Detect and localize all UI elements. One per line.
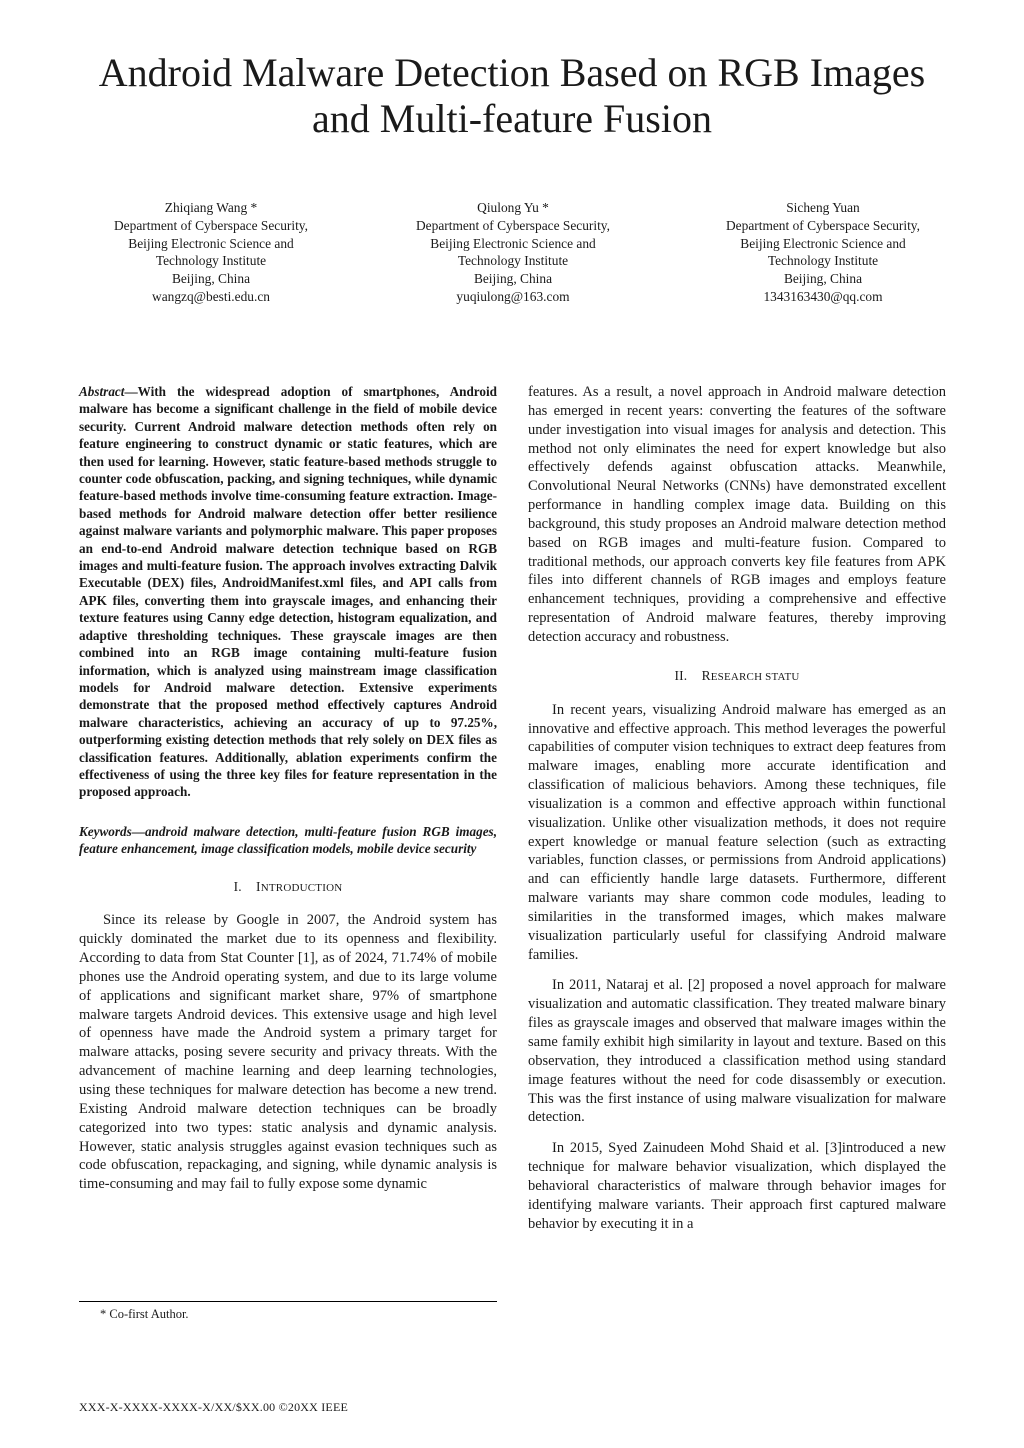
- author-institute-line-2: Technology Institute: [457, 253, 569, 269]
- section-heading-introduction: [79, 878, 497, 898]
- introduction-paragraph: Since its release by Google in 2007, the Android system has quickly dominated the market due to its openness and flexibility. According to data from Stat Counter [1], as of 2024, 71.74% of mobile phones use the Android operating system, and due to its large volume of applications and significant market share, 97% of smartphone malware targets Android devices. This extensive usage and high level of openness have made the Android system a primary target for malware attacks, posing severe security and privacy threats. With the advancement of machine learning and deep learning technologies, using these techniques for malware detection has become a new trend. Existing Android malware detection techniques can be broadly categorized into two types: static analysis and dynamic analysis. However, static analysis struggles against evasion techniques such as code obfuscation, repackaging, and signing, while dynamic analysis is time-consuming and may fail to fully expose some dynamic: [79, 912, 497, 1193]
- author-institute-line-2: Technology Institute: [155, 253, 267, 269]
- author-department: Department of Cyberspace Security,: [416, 217, 610, 233]
- right-column: [528, 383, 946, 1233]
- abstract: [79, 383, 497, 801]
- title-line-2: and Multi-feature Fusion: [312, 96, 712, 141]
- author-email: yuqiulong@163.com: [456, 288, 570, 304]
- author-institute-line-1: Beijing Electronic Science and: [128, 235, 294, 251]
- author-department: Department of Cyberspace Security,: [726, 217, 920, 233]
- author-city: Beijing, China: [473, 271, 553, 287]
- left-column: [79, 383, 497, 1194]
- section-title-rest: ESEARCH STATU: [710, 670, 800, 683]
- section-title-initial: R: [701, 667, 711, 683]
- keywords: Keywords—android malware detection, multi-feature fusion RGB images, feature enhancement, image classification models, mobile device security: [79, 823, 497, 857]
- paper-title: [60, 50, 964, 142]
- author-name: Qiulong Yu *: [477, 200, 549, 215]
- footnote: * Co-first Author.: [100, 1307, 189, 1321]
- author-institute-line-1: Beijing Electronic Science and: [430, 235, 596, 251]
- section-title-initial: I: [256, 878, 261, 894]
- research-paragraph-3: In 2015, Syed Zainudeen Mohd Shaid et al. [3]introduced a new technique for malware behavior visualization, which displayed the behavioral characteristics of malware through behavior images for identifying malware variants. Their approach first captured malware behavior by executing it in a: [528, 1140, 946, 1232]
- research-paragraph-1: In recent years, visualizing Android malware has emerged as an innovative and effective approach. This method leverages the powerful capabilities of computer vision techniques to extract deep features from malware images, enabling more accurate identification and classification of malicious behaviors. Among these techniques, file visualization is a common and effective approach within functional visualization. Unlike other visualization methods, it does not require expert knowledge or manual feature selection (such as extracting variables, function classes, or permissions from Android applications) and can efficiently handle large datasets. Furthermore, different malware variants may share common code modules, leading to similarities in the transformed images, which makes malware visualization particularly useful for classifying Android malware families.: [528, 701, 946, 963]
- abstract-lead: Abstract: [79, 384, 125, 399]
- section-number: II.: [674, 667, 688, 683]
- copyright-line: XXX-X-XXXX-XXXX-X/XX/$XX.00 ©20XX IEEE: [79, 1400, 349, 1414]
- section-title-rest: NTRODUCTION: [260, 881, 343, 894]
- author-block-3: [683, 199, 963, 306]
- author-email: wangzq@besti.edu.cn: [152, 288, 270, 304]
- section-number: I.: [233, 878, 242, 894]
- research-paragraph-2: In 2011, Nataraj et al. [2] proposed a novel approach for malware visualization and automatic classification. They treated malware binary files as grayscale images and observed that malware images within the same family exhibit high similarity in layout and texture. Based on this observation, they introduced a classification method using standard image features without the need for code disassembly or execution. This was the first instance of using malware visualization for malware detection.: [528, 977, 946, 1126]
- author-institute-line-2: Technology Institute: [767, 253, 879, 269]
- author-department: Department of Cyberspace Security,: [114, 217, 308, 233]
- author-city: Beijing, China: [783, 271, 863, 287]
- introduction-paragraph-continued: features. As a result, a novel approach in Android malware detection has emerged in recent years: converting the features of the software under investigation into visual images for analysis and detection. This method not only eliminates the need for expert knowledge but also effectively defends against obfuscation attacks. Meanwhile, Convolutional Neural Networks (CNNs) have demonstrated excellent performance in handling complex image data. Building on this background, this study proposes an Android malware detection method based on RGB images and multi-feature fusion. Compared to traditional methods, our approach converts key file features from APK files into different channels of RGB images and employs feature enhancement techniques, providing a comprehensive and effective representation of Android malware features, thereby improving detection accuracy and robustness.: [528, 384, 946, 645]
- author-block-1: [71, 199, 351, 306]
- author-block-2: [373, 199, 653, 306]
- author-name: Sicheng Yuan: [786, 200, 860, 215]
- author-email: 1343163430@qq.com: [763, 288, 883, 304]
- footnote-divider: [79, 1301, 497, 1302]
- abstract-text: —With the widespread adoption of smartphones, Android malware has become a significant challenge in the field of mobile device security. Current Android malware detection methods often rely on feature engineering to construct dynamic or static features, which are then used for learning. However, static feature-based methods struggle to counter code obfuscation, packing, and signing techniques, while dynamic feature-based methods involve time-consuming feature extraction. Image-based methods for Android malware detection offer better resilience against malware variants and polymorphic malware. This paper proposes an end-to-end Android malware detection technique based on RGB images and multi-feature fusion. The approach involves extracting Dalvik Executable (DEX) files, AndroidManifest.xml files, and API calls from APK files, converting them into grayscale images, and enhancing their texture features using Canny edge detection, histogram equalization, and adaptive thresholding techniques. These grayscale images are then combined into an RGB image containing multi-feature fusion information, which is analyzed using mainstream image classification models for Android malware detection. Extensive experiments demonstrate that the proposed method effectively captures Android malware characteristics, achieving an accuracy of up to 97.25%, outperforming existing detection methods that rely solely on DEX files as classification features. Additionally, ablation experiments confirm the effectiveness of using the three key files for feature representation in the proposed approach.: [79, 384, 497, 800]
- author-name: Zhiqiang Wang *: [164, 200, 258, 215]
- author-institute-line-1: Beijing Electronic Science and: [740, 235, 906, 251]
- author-city: Beijing, China: [171, 271, 251, 287]
- section-heading-research-status: [528, 667, 946, 687]
- title-line-1: Android Malware Detection Based on RGB Images: [98, 50, 926, 95]
